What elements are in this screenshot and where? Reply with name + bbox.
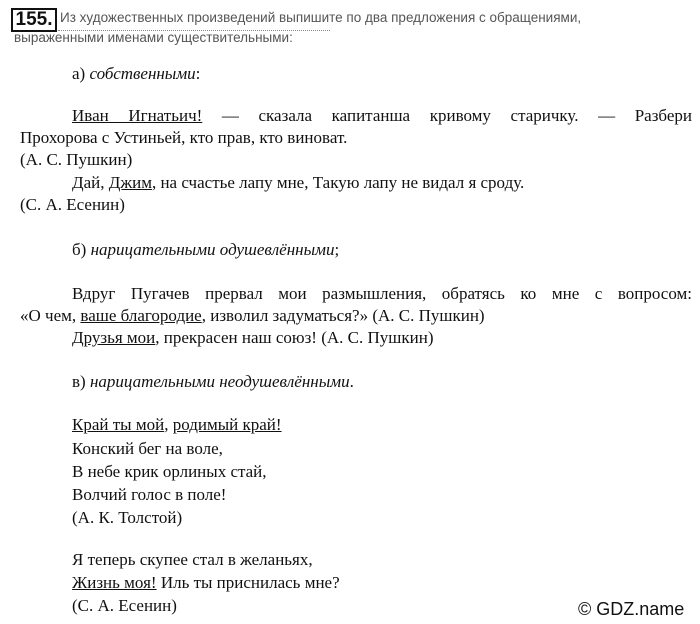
section-a-colon: : [195,64,201,83]
poem-1-sep: , [164,415,173,434]
poem-2-author: (С. А. Есенин) [72,596,177,615]
poem-1-line-4: Волчий голос в поле! [72,485,227,504]
example-3-line-2 [20,306,485,326]
example-2-pre: Дай, [72,173,109,192]
address-druzya-moi: Друзья мои [72,328,156,347]
section-c-dot: . [349,372,354,391]
section-c-heading [72,372,354,392]
address-zhizn-moya: Жизнь моя! [72,573,157,592]
example-3-line-1: Вдруг Пугачев прервал мои размышления, обратясь ко мне с вопросом: [72,284,692,303]
task-text-line-2: выраженными именами существительными: [14,30,293,45]
example-1-line-2: Прохорова с Устиньей, кто прав, кто виноват. [20,128,348,147]
section-b-label: б) [72,240,87,259]
section-c-label: в) [72,372,86,391]
section-c-title: нарицательными неодушевлёнными [89,372,350,391]
poem-1-author: (А. К. Толстой) [72,508,183,527]
address-jim: Джим [108,173,152,192]
poem-1-line-2: Конский бег на воле, [72,439,223,458]
example-4-post: , прекрасен наш союз! (А. С. Пушкин) [155,328,434,347]
task-text-line-1: Из художественных произведений выпишите по два предложения с обращениями, [60,10,582,25]
example-1-rest: — сказала капитанша кривому старичку. — Разбери [202,106,692,125]
poem-2-post: Иль ты приснилась мне? [156,573,340,592]
section-b-title: нарицательными одушевлёнными [90,240,335,259]
address-krai-ty-moi: Край ты мой [72,415,165,434]
example-2-author: (С. А. Есенин) [20,195,125,214]
section-a-title: собственными [89,64,196,83]
example-2-post: , на счастье лапу мне, Такую лапу не видал я сроду. [151,173,525,192]
address-vashe-blagorodie: ваше благородие [80,306,202,325]
example-2-line [72,173,524,193]
exercise-number: 155. [11,8,57,32]
section-a-heading [72,64,200,84]
poem-2-line-2 [72,573,340,593]
site-watermark: © GDZ.name [578,599,685,619]
poem-1-line-3: В небе крик орлиных стай, [72,462,267,481]
example-3-post: , изволил задуматься?» (А. С. Пушкин) [201,306,485,325]
example-4-line [72,328,433,348]
address-rodimyi-krai: родимый край! [172,415,282,434]
poem-2-line-1: Я теперь скупее стал в желаньях, [72,550,313,569]
section-b-colon: ; [334,240,340,259]
section-a-label: а) [72,64,86,83]
example-1-author: (А. С. Пушкин) [20,150,133,169]
poem-1-line-1 [72,415,282,435]
example-1-line-1 [72,106,692,126]
address-ivan: Иван Игнатьич! [72,106,203,125]
task-dotted-rule [58,30,330,31]
section-b-heading [72,240,339,260]
example-3-pre: «О чем, [20,306,81,325]
